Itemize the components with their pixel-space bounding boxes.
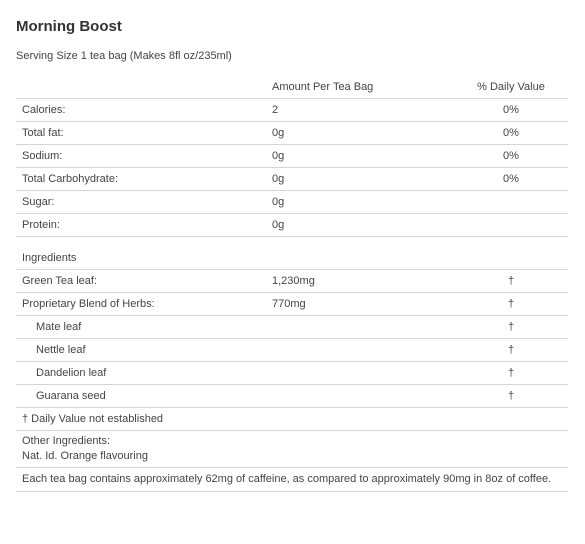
daily-value-footnote: † Daily Value not established (16, 408, 568, 431)
section-spacer (16, 237, 568, 248)
ingredient-dv: † (416, 270, 568, 293)
caffeine-note-row (16, 468, 568, 492)
nutrient-amount: 2 (266, 99, 416, 122)
header-nutrient (16, 76, 266, 99)
table-row (16, 191, 568, 214)
table-row (16, 214, 568, 237)
table-row (16, 270, 568, 293)
ingredient-dv: † (416, 362, 568, 385)
ingredient-name: Green Tea leaf: (16, 270, 266, 293)
nutrient-amount: 0g (266, 191, 416, 214)
ingredients-heading-row (16, 247, 568, 270)
ingredient-amount: 770mg (266, 293, 416, 316)
ingredient-amount (266, 339, 416, 362)
table-row (16, 316, 568, 339)
nutrient-amount: 0g (266, 122, 416, 145)
ingredient-amount (266, 362, 416, 385)
table-row (16, 168, 568, 191)
nutrient-name: Protein: (16, 214, 266, 237)
ingredient-name: Proprietary Blend of Herbs: (16, 293, 266, 316)
table-row (16, 145, 568, 168)
header-amount: Amount Per Tea Bag (272, 81, 374, 93)
nutrient-name: Total Carbohydrate: (16, 168, 266, 191)
nutrient-name: Sugar: (16, 191, 266, 214)
nutrient-dv (416, 214, 568, 237)
ingredient-name: Nettle leaf (16, 339, 266, 362)
ingredient-name: Mate leaf (16, 316, 266, 339)
table-row (16, 362, 568, 385)
nutrient-dv: 0% (416, 145, 568, 168)
ingredient-dv: † (416, 293, 568, 316)
nutrient-name: Sodium: (16, 145, 266, 168)
ingredient-name: Dandelion leaf (16, 362, 266, 385)
nutrient-dv: 0% (416, 122, 568, 145)
nutrient-dv: 0% (416, 168, 568, 191)
nutrient-amount: 0g (266, 168, 416, 191)
ingredient-name: Guarana seed (16, 385, 266, 408)
ingredient-amount: 1,230mg (266, 270, 416, 293)
header-daily-value: % Daily Value (477, 81, 545, 93)
table-row (16, 122, 568, 145)
nutrient-dv (416, 191, 568, 214)
ingredient-dv: † (416, 339, 568, 362)
product-title: Morning Boost (16, 18, 122, 35)
table-row (16, 339, 568, 362)
ingredient-amount (266, 316, 416, 339)
ingredients-heading: Ingredients (22, 252, 77, 264)
caffeine-note: Each tea bag contains approximately 62mg of caffeine, as compared to approximately 90mg in 8oz of coffee. (16, 468, 568, 492)
table-row (16, 385, 568, 408)
nutrient-amount: 0g (266, 145, 416, 168)
footnote-row (16, 408, 568, 431)
ingredient-amount (266, 385, 416, 408)
serving-size: Serving Size 1 tea bag (Makes 8fl oz/235ml) (16, 50, 232, 62)
other-ingredients-row (16, 431, 568, 468)
ingredient-dv: † (416, 316, 568, 339)
supplement-facts-table (16, 76, 568, 492)
nutrient-dv: 0% (416, 99, 568, 122)
nutrient-name: Total fat: (16, 122, 266, 145)
other-ingredients-value: Nat. Id. Orange flavouring (22, 450, 148, 462)
table-row (16, 99, 568, 122)
nutrient-amount: 0g (266, 214, 416, 237)
ingredient-dv: † (416, 385, 568, 408)
table-row (16, 293, 568, 316)
other-ingredients-label: Other Ingredients: (22, 435, 111, 447)
table-header-row (16, 76, 568, 99)
nutrient-name: Calories: (16, 99, 266, 122)
